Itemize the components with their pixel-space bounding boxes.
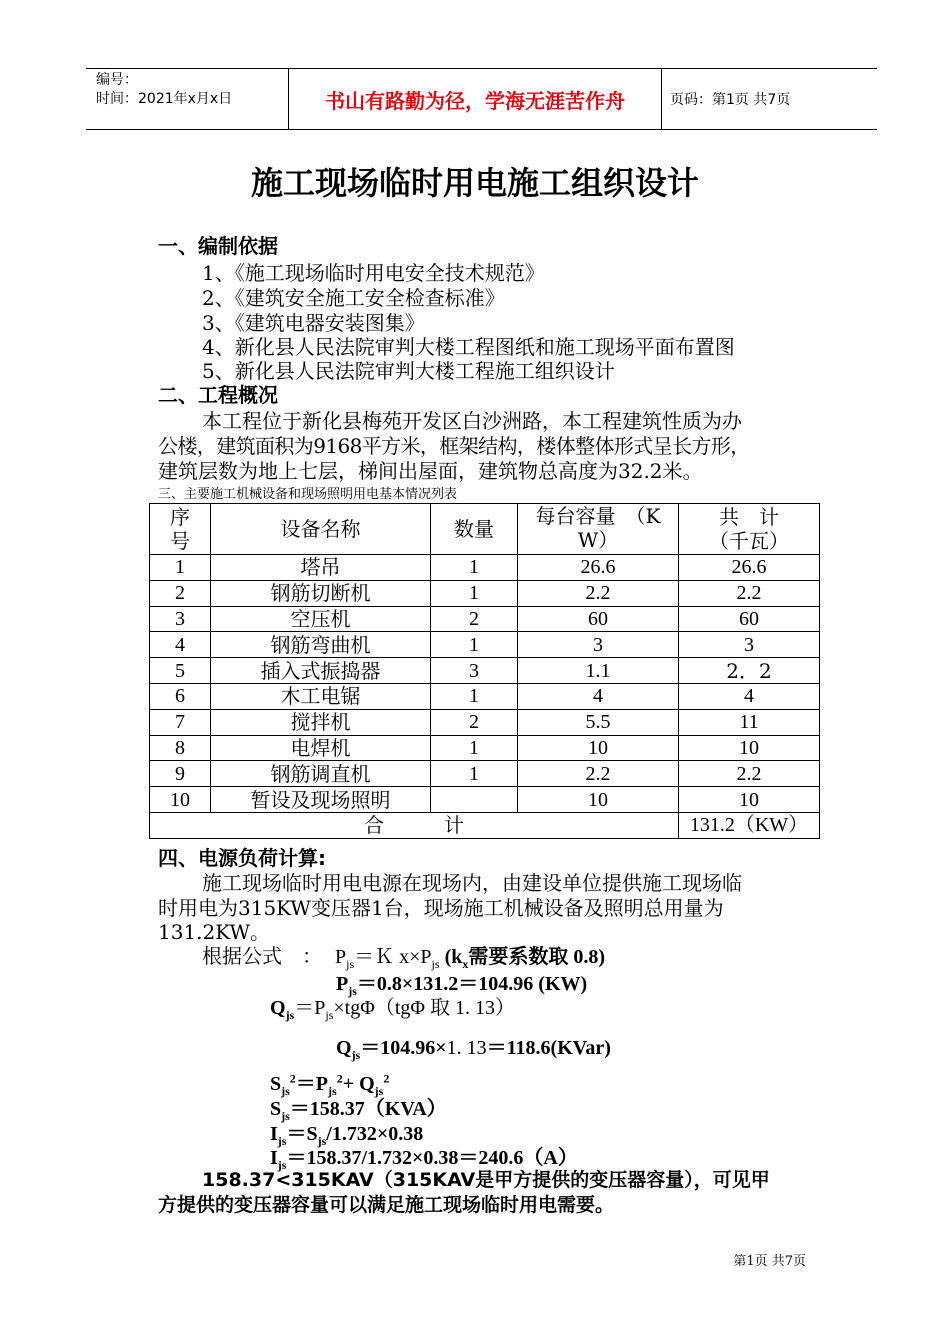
section4-line: 时用电为315KW变压器1台，现场施工机械设备及照明总用量为 — [158, 896, 724, 920]
section4-heading: 四、电源负荷计算: — [158, 846, 326, 870]
formula-4: $Q_{js}=104.96\times 1$. 13＝118.6(KVar) — [336, 1037, 611, 1062]
table-row: 7 搅拌机 2 5.5 11 — [150, 709, 820, 735]
section4-line: 131.2KW。 — [158, 920, 271, 944]
col-name: 设备名称 — [211, 504, 431, 555]
section1-item: 4、新化县人民法院审判大楼工程图纸和施工现场平面布置图 — [202, 335, 735, 359]
sum-label: 合 计 — [150, 812, 679, 838]
section2-heading: 二、工程概况 — [158, 383, 278, 407]
page-header — [86, 68, 877, 130]
section1-heading: 一、编制依据 — [158, 234, 278, 258]
section2-line: 公楼，建筑面积为9168平方米，框架结构，楼体整体形式呈长方形， — [158, 434, 750, 458]
header-motto: 书山有路勤为径，学海无涯苦作舟 — [288, 69, 662, 129]
header-time: 时间：2021年x月x日 — [96, 91, 233, 107]
col-seq: 序 号 — [150, 504, 211, 555]
table-row: 10 暂设及现场照明 10 10 — [150, 787, 820, 813]
section1-item: 1、《施工现场临时用电安全技术规范》 — [202, 261, 545, 285]
table-row: 8 电焊机 1 10 10 — [150, 735, 820, 761]
section4-line: 施工现场临时用电电源在现场内，由建设单位提供施工现场临 — [202, 871, 742, 895]
header-number: 编号： — [96, 72, 138, 88]
formula-7: $I_{js}=S_{js}/1.732\times 0.38$ — [270, 1123, 424, 1148]
table-row: 9 钢筋调直机 1 2.2 2.2 — [150, 761, 820, 787]
formula-1: 根据公式 ： $P_{js}=K$ $x\times P_{js}$ ($k_x$需要系数取 0.8) — [202, 944, 606, 971]
header-meta — [86, 69, 288, 129]
table-row: 3 空压机 2 60 60 — [150, 606, 820, 632]
table-row: 4 钢筋弯曲机 1 3 3 — [150, 632, 820, 658]
formula-8: $I_{js}=158.37/1.732\times 0.38=240.6(A)$ — [270, 1147, 578, 1172]
formula-3: $Q_{js}=P_{js}\times tg\Phi(tg\Phi$ 取 1. 13） — [270, 997, 516, 1022]
document-title: 施工现场临时用电施工组织设计 — [250, 164, 699, 202]
section2-line: 本工程位于新化县梅苑开发区白沙洲路，本工程建筑性质为办 — [202, 409, 742, 433]
col-qty: 数量 — [431, 504, 518, 555]
section2-line: 建筑层数为地上七层，梯间出屋面，建筑物总高度为32.2米。 — [158, 459, 703, 483]
formula-2: $P_{js}=0.8\times 131.2=104.96$ (KW) — [336, 973, 588, 998]
sum-value: 131.2（KW） — [679, 812, 820, 838]
table-caption: 三、主要施工机械设备和现场照明用电基本情况列表 — [158, 487, 458, 502]
table-row: 5 插入式振捣器 3 1.1 2．2 — [150, 658, 820, 684]
conclusion-line: 方提供的变压器容量可以满足施工现场临时用电需要。 — [158, 1194, 615, 1216]
table-row: 1 塔吊 1 26.6 26.6 — [150, 555, 820, 581]
table-header-row — [150, 504, 820, 555]
table-sum-row — [150, 812, 820, 838]
table-row: 2 钢筋切断机 1 2.2 2.2 — [150, 580, 820, 606]
header-page-info: 页码：第1页 共7页 — [670, 92, 791, 108]
section1-item: 3、《建筑电器安装图集》 — [202, 311, 425, 335]
section1-item: 2、《建筑安全施工安全检查标准》 — [202, 286, 505, 310]
col-total: 共 计 （千瓦） — [679, 504, 820, 555]
conclusion-line: 158.37<315KAV（315KAV是甲方提供的变压器容量），可见甲 — [202, 1169, 770, 1191]
formula-6: $S_{js}=158.37(KVA)$ — [270, 1098, 447, 1123]
equipment-table — [149, 503, 820, 839]
table-row: 6 木工电锯 1 4 4 — [150, 683, 820, 709]
col-capacity: 每台容量 （K W） — [518, 504, 679, 555]
section1-item: 5、新化县人民法院审判大楼工程施工组织设计 — [202, 359, 615, 383]
page-footer: 第1页 共7页 — [733, 1254, 806, 1269]
formula-5: $S_{js}^2=P_{js}^2+ Q_{js}^2$ — [270, 1071, 390, 1098]
